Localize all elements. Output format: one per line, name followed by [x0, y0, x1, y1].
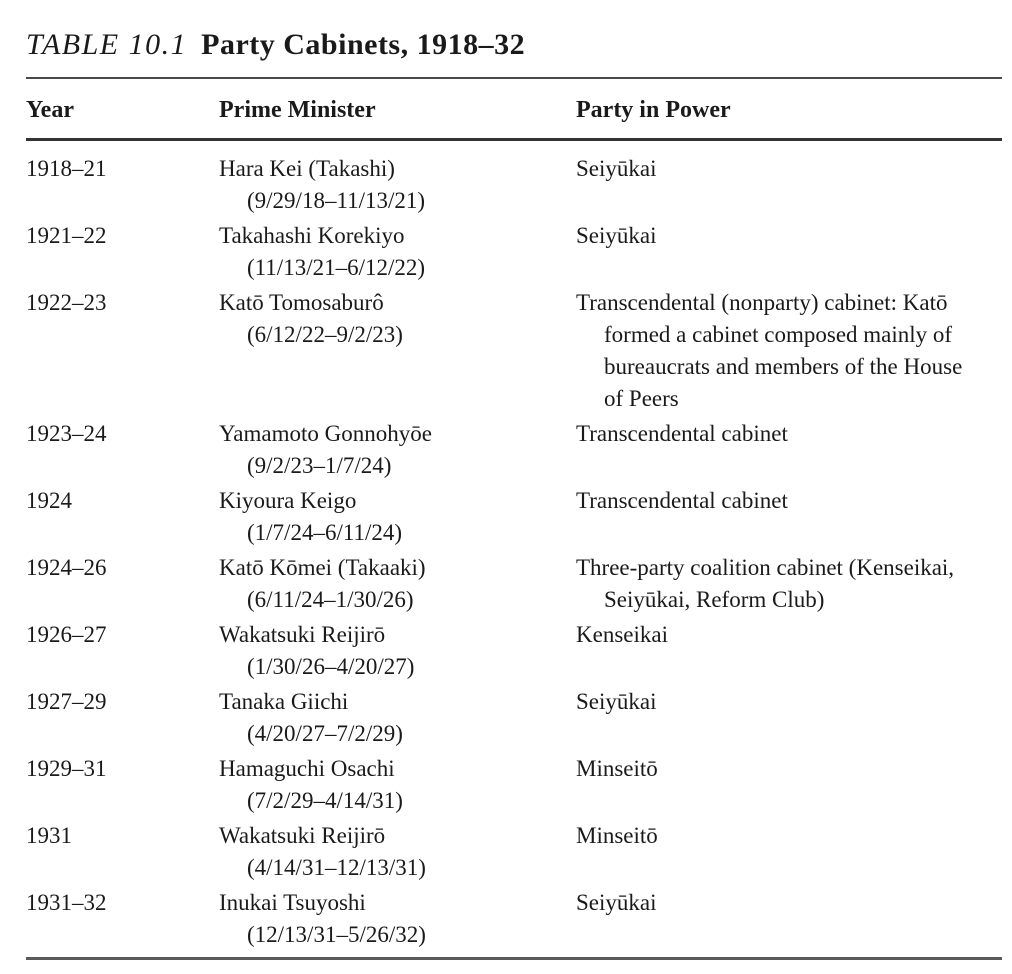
table-body [26, 153, 1002, 951]
prime-minister-dates: (9/29/18–11/13/21) [247, 188, 426, 213]
prime-minister-dates: (6/11/24–1/30/26) [247, 587, 414, 612]
prime-minister-name: Takahashi Korekiyo [219, 223, 405, 248]
prime-minister-name: Hara Kei (Takashi) [219, 156, 395, 181]
row-prime-minister [219, 485, 576, 549]
table-row [26, 820, 1002, 884]
row-year: 1929–31 [26, 756, 107, 781]
party-line: Transcendental cabinet [576, 488, 788, 513]
table-row [26, 686, 1002, 750]
row-party-in-power [576, 220, 1002, 284]
prime-minister-dates: (7/2/29–4/14/31) [247, 788, 403, 813]
prime-minister-dates: (4/14/31–12/13/31) [247, 855, 426, 880]
party-line: Transcendental (nonparty) cabinet: Katō [576, 290, 948, 315]
row-prime-minister [219, 753, 576, 817]
prime-minister-dates: (12/13/31–5/26/32) [247, 922, 426, 947]
prime-minister-name: Katō Kōmei (Takaaki) [219, 555, 426, 580]
party-line: Seiyūkai [576, 156, 657, 181]
row-year: 1923–24 [26, 421, 107, 446]
table-row [26, 287, 1002, 415]
party-line: Transcendental cabinet [576, 421, 788, 446]
row-party-in-power [576, 753, 1002, 817]
prime-minister-dates: (11/13/21–6/12/22) [247, 255, 426, 280]
row-party-in-power [576, 887, 1002, 951]
table-number: TABLE 10.1 [26, 28, 188, 61]
row-prime-minister [219, 619, 576, 683]
prime-minister-dates: (1/30/26–4/20/27) [247, 654, 415, 679]
prime-minister-name: Katō Tomosaburô [219, 290, 384, 315]
party-line: Seiyūkai [576, 689, 657, 714]
table-row [26, 418, 1002, 482]
row-year: 1927–29 [26, 689, 107, 714]
prime-minister-dates: (1/7/24–6/11/24) [247, 520, 403, 545]
row-year: 1918–21 [26, 156, 107, 181]
header-party-in-power: Party in Power [576, 97, 731, 123]
table-title [26, 0, 1002, 62]
row-prime-minister [219, 220, 576, 284]
prime-minister-name: Kiyoura Keigo [219, 488, 357, 513]
prime-minister-name: Yamamoto Gonnohyōe [219, 421, 432, 446]
table-caption: Party Cabinets, 1918–32 [201, 28, 526, 61]
party-line: Three-party coalition cabinet (Kenseikai, [576, 555, 955, 580]
table-row [26, 753, 1002, 817]
row-party-in-power [576, 418, 1002, 482]
party-line: formed a cabinet composed mainly of [604, 322, 953, 347]
header-year: Year [26, 97, 74, 123]
row-prime-minister [219, 153, 576, 217]
party-line: bureaucrats and members of the House [604, 354, 963, 379]
row-year: 1931–32 [26, 890, 107, 915]
prime-minister-name: Inukai Tsuyoshi [219, 890, 366, 915]
row-year: 1931 [26, 823, 72, 848]
table-row [26, 887, 1002, 951]
header-prime-minister: Prime Minister [219, 97, 376, 123]
prime-minister-dates: (9/2/23–1/7/24) [247, 453, 392, 478]
row-prime-minister [219, 820, 576, 884]
prime-minister-name: Tanaka Giichi [219, 689, 349, 714]
table-row [26, 153, 1002, 217]
prime-minister-name: Wakatsuki Reijirō [219, 823, 386, 848]
prime-minister-dates: (6/12/22–9/2/23) [247, 322, 403, 347]
party-line: Seiyūkai [576, 223, 657, 248]
party-line: Seiyūkai, Reform Club) [604, 587, 825, 612]
row-party-in-power [576, 820, 1002, 884]
rule-below-header [26, 138, 1002, 141]
row-prime-minister [219, 552, 576, 616]
row-party-in-power [576, 287, 1002, 415]
row-year: 1926–27 [26, 622, 107, 647]
table-row [26, 485, 1002, 549]
table-row [26, 552, 1002, 616]
row-year: 1922–23 [26, 290, 107, 315]
table-row [26, 220, 1002, 284]
prime-minister-dates: (4/20/27–7/2/29) [247, 721, 403, 746]
party-line: Minseitō [576, 756, 658, 781]
prime-minister-name: Hamaguchi Osachi [219, 756, 395, 781]
row-prime-minister [219, 418, 576, 482]
rule-bottom [26, 957, 1002, 960]
row-year: 1921–22 [26, 223, 107, 248]
row-party-in-power [576, 552, 1002, 616]
row-prime-minister [219, 686, 576, 750]
row-party-in-power [576, 153, 1002, 217]
table-row [26, 619, 1002, 683]
row-year: 1924–26 [26, 555, 107, 580]
row-prime-minister [219, 887, 576, 951]
row-year: 1924 [26, 488, 72, 513]
rule-below-title [26, 77, 1002, 79]
party-line: Kenseikai [576, 622, 668, 647]
table-header-row [26, 96, 1002, 124]
party-line: Seiyūkai [576, 890, 657, 915]
row-prime-minister [219, 287, 576, 415]
row-party-in-power [576, 619, 1002, 683]
prime-minister-name: Wakatsuki Reijirō [219, 622, 386, 647]
row-party-in-power [576, 485, 1002, 549]
party-line: Minseitō [576, 823, 658, 848]
row-party-in-power [576, 686, 1002, 750]
party-line: of Peers [604, 386, 679, 411]
